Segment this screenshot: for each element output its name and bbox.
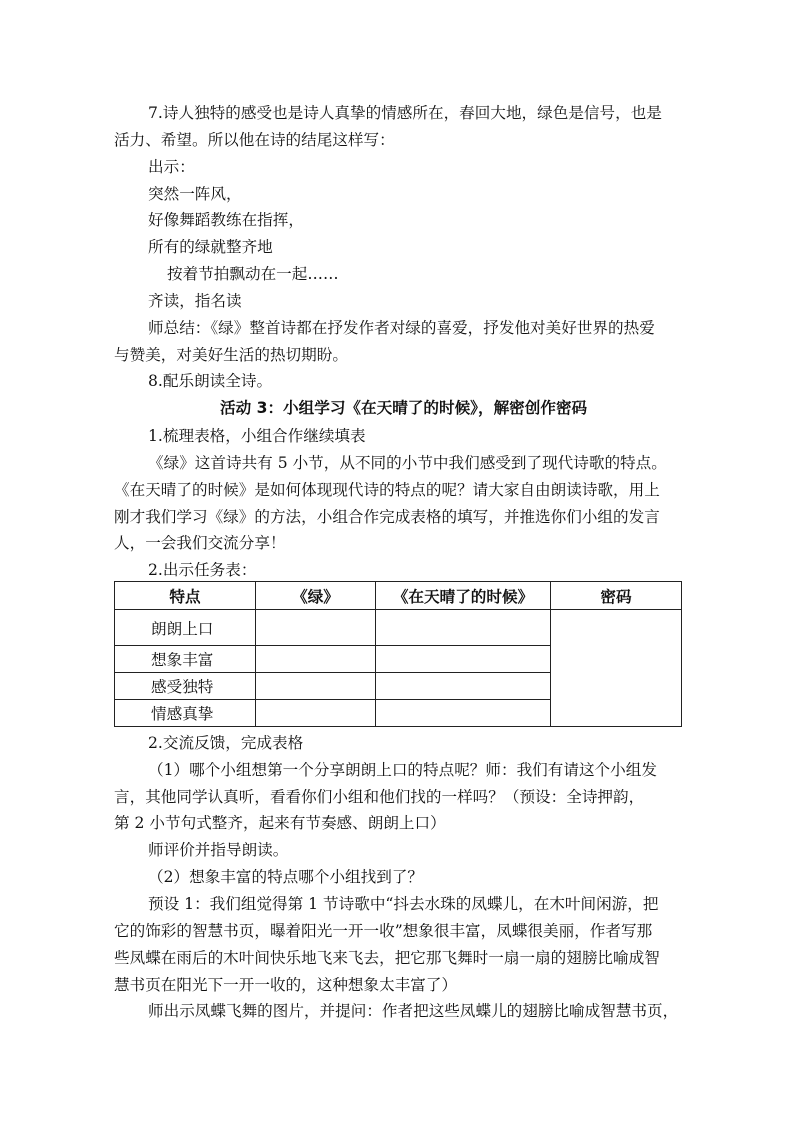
paragraph-line: （1）哪个小组想第一个分享朗朗上口的特点呢？师：我们有请这个小组发 (148, 761, 657, 779)
table-header: 密码 (551, 582, 682, 610)
paragraph-line: 慧书页在阳光下一开一收的，这种想象太丰富了） (114, 976, 458, 994)
paragraph-line: 它的饰彩的智慧书页，曝着阳光一开一收”想象很丰富，凤蝶很美丽，作者写那 (114, 922, 653, 940)
poem-line: 好像舞蹈教练在指挥， (148, 211, 304, 229)
table-row-label: 想象丰富 (115, 646, 256, 673)
poem-line: 突然一阵风， (148, 185, 242, 203)
paragraph-line: 言，其他同学认真听，看看你们小组和他们找的一样吗？（预设：全诗押韵， (114, 788, 645, 806)
table-cell (256, 610, 376, 646)
paragraph-line: （2）想象丰富的特点哪个小组找到了？ (148, 868, 424, 886)
table-cell (376, 700, 551, 727)
table-cell (256, 700, 376, 727)
poem-line: 按着节拍飘动在一起…… (167, 265, 339, 283)
paragraph-line: 活力、希望。所以他在诗的结尾这样写： (114, 131, 395, 149)
table-header: 《绿》 (256, 582, 376, 610)
paragraph-line: 《在天晴了的时候》是如何体现现代诗的特点的呢？请大家自由朗读诗歌，用上 (114, 481, 660, 499)
paragraph-line: 师出示凤蝶飞舞的图片，并提问：作者把这些凤蝶儿的翅膀比喻成智慧书页， (148, 1002, 679, 1020)
poem-line: 所有的绿就整齐地 (148, 238, 273, 256)
table-row-label: 朗朗上口 (115, 610, 256, 646)
table-cell (376, 673, 551, 700)
table-cell (376, 610, 551, 646)
paragraph-line: 出示： (148, 158, 195, 176)
task-table (114, 581, 682, 727)
table-row-label: 感受独特 (115, 673, 256, 700)
paragraph-line: 人，一会我们交流分享！ (114, 534, 286, 552)
section-heading: 活动 3：小组学习《在天晴了的时候》，解密创作密码 (220, 399, 588, 417)
table-cell (256, 673, 376, 700)
table-cell (256, 646, 376, 673)
table-row-label: 情感真挚 (115, 700, 256, 727)
paragraph-line: 与赞美，对美好生活的热切期盼。 (114, 346, 348, 364)
paragraph-line: 8.配乐朗读全诗。 (148, 372, 273, 390)
paragraph-line: 预设 1：我们组觉得第 1 节诗歌中“抖去水珠的凤蝶儿，在木叶间闲游，把 (148, 895, 659, 913)
paragraph-line: 2.交流反馈，完成表格 (148, 734, 304, 752)
table-cell (376, 646, 551, 673)
paragraph-line: 1.梳理表格，小组合作继续填表 (148, 427, 366, 445)
paragraph-line: 《绿》这首诗共有 5 小节，从不同的小节中我们感受到了现代诗歌的特点。 (148, 454, 667, 472)
paragraph-line: 齐读，指名读 (148, 292, 242, 310)
paragraph-line: 2.出示任务表： (148, 561, 257, 579)
password-cell (551, 610, 682, 727)
paragraph-line: 7.诗人独特的感受也是诗人真挚的情感所在，春回大地，绿色是信号，也是 (148, 104, 662, 122)
paragraph-line: 第 2 小节句式整齐，起来有节奏感、朗朗上口） (114, 814, 446, 832)
paragraph-line: 师评价并指导朗读。 (148, 841, 289, 859)
paragraph-line: 些凤蝶在雨后的木叶间快乐地飞来飞去，把它那飞舞时一扇一扇的翅膀比喻成智 (114, 949, 660, 967)
paragraph-line: 师总结：《绿》整首诗都在抒发作者对绿的喜爱，抒发他对美好世界的热爱 (148, 319, 655, 337)
table-header: 《在天晴了的时候》 (376, 582, 551, 610)
paragraph-line: 刚才我们学习《绿》的方法，小组合作完成表格的填写，并推选你们小组的发言 (114, 508, 660, 526)
table-header: 特点 (115, 582, 256, 610)
